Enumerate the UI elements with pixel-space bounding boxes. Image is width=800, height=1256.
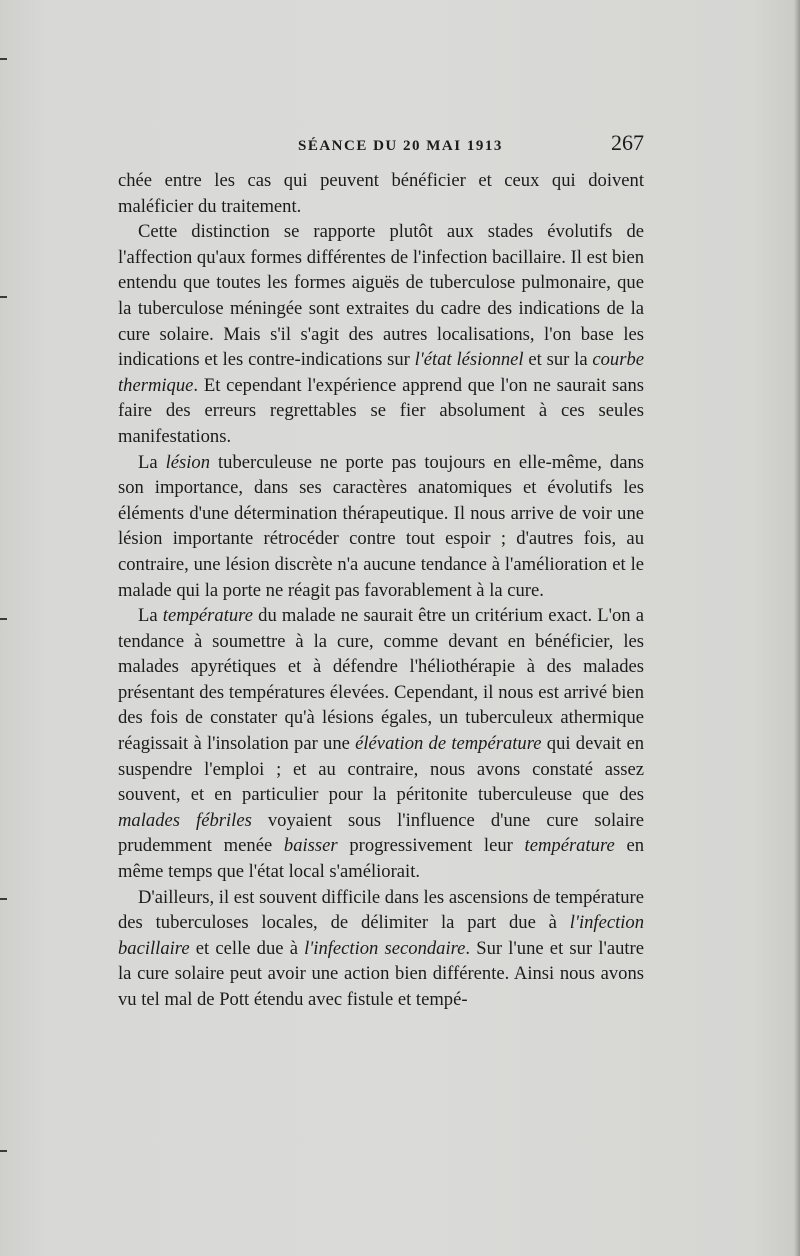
- page-header: [118, 130, 644, 164]
- text-run: . Et cependant l'expérience apprend que l'on ne saurait sans faire des erreurs regrettables se fier absolument à ces seules manifestations.: [118, 374, 644, 447]
- text-run: et celle due à: [189, 937, 305, 959]
- margin-mark: [0, 296, 7, 298]
- paragraph: [118, 603, 644, 885]
- italic-text: température: [162, 605, 253, 627]
- page-edge-shadow: [794, 0, 800, 1256]
- text-run: tuberculeuse ne porte pas toujours en elle-même, dans son importance, dans ses caractères anatomiques et évolutifs les éléments d'une détermination thérapeutique. Il nous arrive de voir une lésion importante rétrocéder contre tout espoir ; d'autres fois, au contraire, une lésion discrète n'a aucune tendance à l'amélioration et le malade qui la porte ne réagit pas favorablement à la cure.: [118, 451, 645, 601]
- italic-text: courbe thermique: [118, 349, 645, 396]
- text-run: D'ailleurs, il est souvent difficile dans les ascensions de température des tuberculoses locales, de délimiter la part due à: [118, 886, 644, 934]
- italic-text: température: [524, 835, 615, 857]
- text-run: qui devait en suspendre l'emploi ; et au contraire, nous avons constaté assez souvent, et en particulier pour la péritonite tuberculeuse que des: [118, 733, 645, 806]
- paragraph: [118, 219, 644, 449]
- paragraph: [118, 885, 644, 1013]
- margin-mark: [0, 1150, 7, 1152]
- text-run: La: [138, 605, 163, 627]
- italic-text: l'état lésionnel: [414, 349, 524, 371]
- margin-mark: [0, 58, 7, 60]
- text-run: et sur la: [523, 349, 593, 371]
- italic-text: élévation de température: [355, 733, 542, 755]
- italic-text: l'infection bacillaire: [118, 912, 644, 959]
- running-title: SÉANCE DU 20 MAI 1913: [298, 138, 503, 154]
- margin-mark: [0, 898, 7, 900]
- italic-text: baisser: [283, 835, 338, 857]
- paragraph: [118, 168, 644, 219]
- italic-text: lésion: [165, 451, 211, 473]
- text-run: du malade ne saurait être un critérium exact. L'on a tendance à soumettre à la cure, comme devant en bénéficier, les malades apyrétiques et à défendre l'héliothérapie à des malades présentant des températures élevées. Cependant, il nous est arrivé bien des fois de constater qu'à lésions égales, un tuberculeux athermique réagissait à l'insolation par une: [118, 605, 645, 755]
- body-text: [118, 168, 644, 1013]
- italic-text: l'infection secondaire: [304, 937, 466, 959]
- text-run: . Sur l'une et sur l'autre la cure solaire peut avoir une action bien différente. Ainsi nous avons vu tel mal de Pott étendu avec fistule et tempé-: [118, 937, 644, 1010]
- text-run: La: [138, 451, 166, 473]
- text-run: voyaient sous l'influence d'une cure solaire prudemment menée: [118, 809, 644, 857]
- italic-text: malades fébriles: [118, 809, 252, 831]
- margin-mark: [0, 618, 7, 620]
- text-run: Cette distinction se rapporte plutôt aux stades évolutifs de l'affection qu'aux formes différentes de l'infection bacillaire. Il est bien entendu que toutes les formes aiguës de tuberculose pulmonaire, que la tuberculose méningée sont extraites du cadre des indications de la cure solaire. Mais s'il s'agit des autres localisations, l'on base les indications et les contre-indications sur: [118, 221, 644, 371]
- text-run: progressivement leur: [337, 835, 525, 857]
- text-run: chée entre les cas qui peuvent bénéficier et ceux qui doivent maléficier du traitement.: [118, 170, 644, 217]
- page-number: 267: [611, 130, 644, 155]
- paragraph: [118, 450, 644, 604]
- text-run: en même temps que l'état local s'améliorait.: [118, 835, 645, 883]
